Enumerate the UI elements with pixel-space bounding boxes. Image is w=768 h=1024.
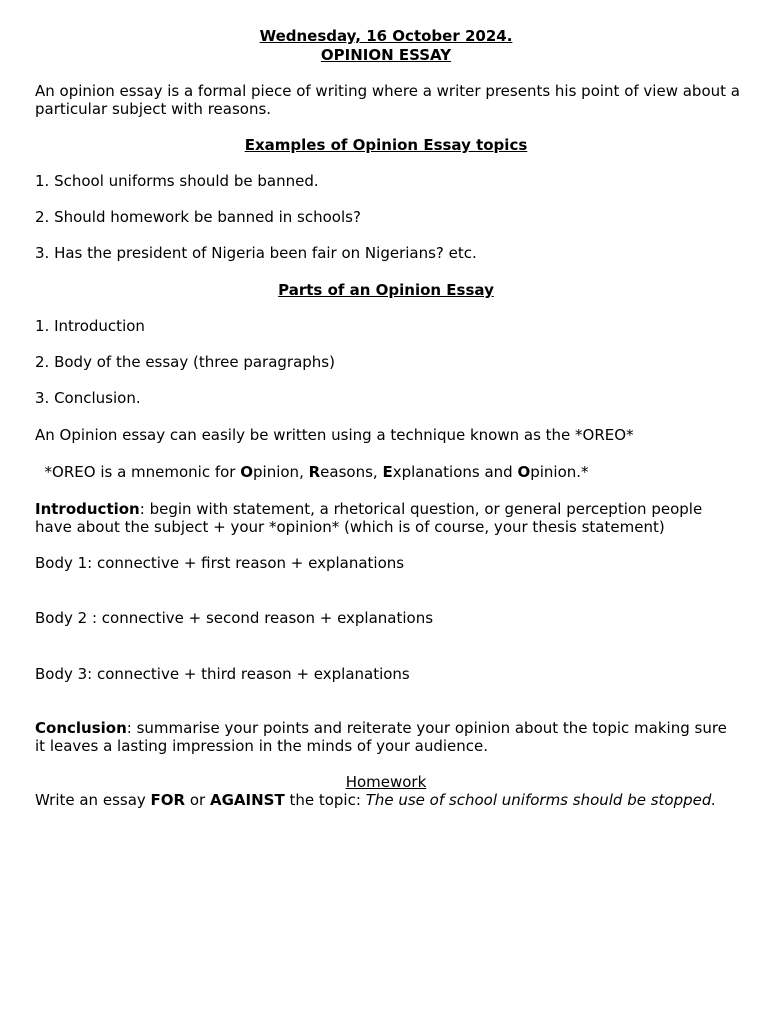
oreo-word-xplanations: xplanations and — [392, 463, 518, 481]
example-item-3: 3. Has the president of Nigeria been fair on Nigerians? etc. — [35, 244, 477, 262]
conclusion-text: : summarise your points and reiterate your opinion about the topic making sure it leaves a lasting impression in the minds of your audience. — [35, 719, 727, 755]
homework-heading: Homework — [345, 773, 427, 791]
page-title: OPINION ESSAY — [320, 46, 452, 64]
part-item-3: 3. Conclusion. — [35, 389, 141, 407]
homework-or: or — [185, 791, 210, 809]
body-line-1: Body 1: connective + first reason + explanations — [35, 554, 405, 572]
oreo-word-easons: easons, — [320, 463, 383, 481]
example-item-2: 2. Should homework be banned in schools? — [35, 208, 361, 226]
body-line-3: Body 3: connective + third reason + explanations — [35, 665, 410, 683]
oreo-letter-e: E — [382, 463, 393, 481]
introduction-text: : begin with statement, a rhetorical question, or general perception people have about the subject + your *opinion* (which is of course, your thesis statement) — [35, 500, 703, 536]
introduction-paragraph — [35, 500, 740, 536]
oreo-intro: An Opinion essay can easily be written using a technique known as the *OREO* — [35, 426, 634, 444]
homework-instruction — [35, 791, 740, 809]
examples-heading: Examples of Opinion Essay topics — [244, 136, 528, 154]
date-line: Wednesday, 16 October 2024. — [259, 27, 513, 45]
body-line-2: Body 2 : connective + second reason + explanations — [35, 609, 434, 627]
oreo-word-pinion: pinion, — [253, 463, 309, 481]
oreo-letter-r: R — [308, 463, 321, 481]
parts-heading: Parts of an Opinion Essay — [278, 281, 494, 299]
part-item-2: 2. Body of the essay (three paragraphs) — [35, 353, 335, 371]
oreo-word-pinion-end: pinion.* — [530, 463, 589, 481]
oreo-lead: *OREO is a mnemonic for — [35, 463, 241, 481]
homework-against: AGAINST — [210, 791, 285, 809]
oreo-letter-o-final: O — [517, 463, 531, 481]
oreo-mnemonic — [35, 463, 740, 481]
conclusion-paragraph — [35, 719, 740, 755]
introduction-label: Introduction — [35, 500, 140, 518]
homework-mid: the topic: — [284, 791, 366, 809]
conclusion-label: Conclusion — [35, 719, 127, 737]
example-item-1: 1. School uniforms should be banned. — [35, 172, 319, 190]
definition-paragraph: An opinion essay is a formal piece of writing where a writer presents his point of view about a particular subject with reasons. — [35, 82, 740, 118]
homework-topic: The use of school uniforms should be stopped. — [365, 791, 717, 809]
homework-for: FOR — [150, 791, 186, 809]
homework-pre: Write an essay — [35, 791, 151, 809]
oreo-letter-o: O — [240, 463, 254, 481]
part-item-1: 1. Introduction — [35, 317, 145, 335]
